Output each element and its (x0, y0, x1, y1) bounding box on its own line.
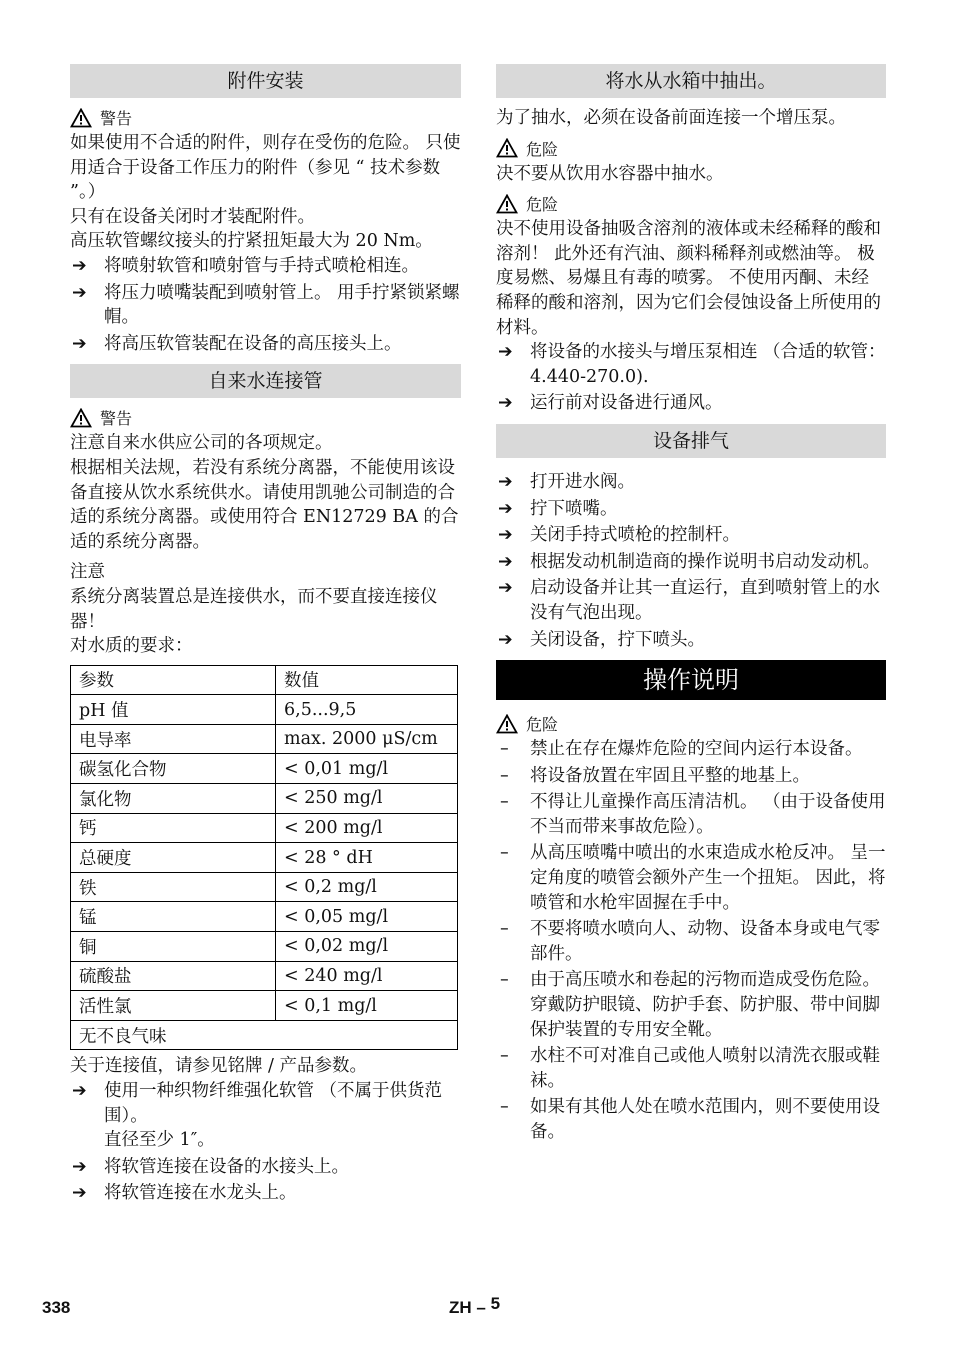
step-item: ➔ 将喷射软管和喷射管与手持式喷枪相连。 (70, 254, 461, 279)
step-item: ➔ 将软管连接在设备的水接头上。 (70, 1155, 461, 1180)
warning-triangle-icon (496, 714, 518, 734)
table-cell: 碳氢化合物 (71, 754, 276, 784)
section-heading-accessory-install: 附件安装 (70, 64, 461, 98)
arrow-icon: ➔ (498, 629, 513, 650)
warning-header (70, 106, 461, 129)
water-quality-table (70, 665, 458, 1051)
table-cell: pH 值 (71, 695, 276, 725)
paragraph: 注意自来水供应公司的各项规定。 (70, 433, 333, 454)
dash-marker: – (500, 765, 509, 786)
paragraph: 高压软管螺纹接头的拧紧扭矩最大为 20 Nm。 (70, 231, 433, 252)
arrow-icon: ➔ (498, 578, 513, 599)
danger-label: 危险 (526, 139, 559, 159)
table-row (71, 695, 458, 725)
arrow-icon: ➔ (72, 1156, 87, 1177)
step-item: ➔ 将压力喷嘴装配到喷射管上。 用手拧紧锁紧螺帽。 (72, 282, 460, 328)
dash-marker: – (500, 739, 509, 760)
table-cell: 6,5...9,5 (276, 695, 458, 725)
list-item: – 如果有其他人处在喷水范围内，则不要使用设备。 (500, 1097, 880, 1142)
table-cell: 钙 (71, 813, 276, 843)
paragraph: 关于连接值，请参见铭牌 / 产品参数。 (70, 1056, 368, 1077)
step-item: ➔ 启动设备并让其一直运行，直到喷射管上的水没有气泡出现。 (498, 578, 880, 623)
arrow-icon: ➔ (72, 1081, 87, 1101)
danger-header (496, 192, 886, 215)
paragraph: 根据相关法规，若没有系统分离器，不能使用该设备直接从饮水系统供水。请使用凯驰公司制造的合适的系统分离器。或使用符合 EN12729 BA 的合适的系统分离器。 (70, 457, 459, 552)
step-item: ➔ 打开进水阀。 (496, 470, 886, 495)
table-cell: 铜 (71, 932, 276, 962)
table-cell: < 200 mg/l (276, 813, 458, 843)
table-cell: 无不良气味 (71, 1020, 458, 1050)
arrow-icon: ➔ (498, 471, 513, 492)
dash-marker: – (500, 970, 509, 991)
footer-section-number: 5 (490, 1294, 501, 1313)
table-cell: 氯化物 (71, 784, 276, 814)
paragraph: 直径至少 1″。 (104, 1130, 215, 1151)
chapter-heading-operation: 操作说明 (496, 660, 886, 700)
step-item: ➔ 关闭手持式喷枪的控制杆。 (496, 523, 886, 548)
step-item: ➔ 运行前对设备进行通风。 (496, 391, 886, 416)
table-cell: < 0,01 mg/l (276, 754, 458, 784)
page-number: 338 (42, 1298, 71, 1317)
table-cell: < 28 ° dH (276, 843, 458, 873)
table-row (71, 754, 458, 784)
danger-header (496, 137, 886, 160)
arrow-icon: ➔ (498, 525, 513, 546)
danger-label: 危险 (526, 715, 559, 735)
dash-marker: – (500, 919, 509, 940)
table-row (71, 784, 458, 814)
dash-marker: – (500, 843, 509, 864)
table-header-cell: 数值 (276, 665, 458, 695)
table-row (71, 1020, 458, 1050)
paragraph: 决不使用设备抽吸含溶剂的液体或未经稀释的酸和溶剂！ 此外还有汽油、颜料稀释剂或燃油等。 极度易燃、易爆且有毒的喷雾。 不使用丙酮、未经稀释的酸和溶剂，因为它们会侵蚀设备上所使用的材料。 (496, 219, 881, 338)
table-cell: < 0,1 mg/l (276, 991, 458, 1021)
arrow-icon: ➔ (72, 255, 87, 276)
table-row (71, 902, 458, 932)
table-row (71, 961, 458, 991)
step-item: ➔ 根据发动机制造商的操作说明书启动发动机。 (496, 550, 886, 575)
list-item: – 将设备放置在牢固且平整的地基上。 (496, 764, 886, 789)
table-cell: < 240 mg/l (276, 961, 458, 991)
table-row (71, 872, 458, 902)
paragraph: 如果使用不合适的附件，则存在受伤的危险。 只使用适合于设备工作压力的附件（参见 “ 技术参数 ”。） (70, 133, 461, 203)
footer-separator: – (476, 1298, 486, 1317)
table-header-cell: 参数 (71, 665, 276, 695)
step-item: ➔ 将高压软管装配在设备的高压接头上。 (70, 332, 461, 357)
danger-header (496, 712, 886, 735)
list-item: – 不得让儿童操作高压清洁机。 （由于设备使用不当而带来事故危险）。 (500, 792, 886, 837)
table-cell: max. 2000 μS/cm (276, 724, 458, 754)
paragraph: 决不要从饮用水容器中抽水。 (496, 163, 724, 184)
dash-marker: – (500, 1046, 509, 1067)
step-item: ➔ 使用一种织物纤维强化软管 （不属于供货范围）。 (72, 1081, 443, 1126)
table-cell: < 0,2 mg/l (276, 872, 458, 902)
table-row (71, 932, 458, 962)
dash-marker: – (500, 792, 509, 813)
step-item: ➔ 拧下喷嘴。 (496, 497, 886, 522)
step-item: ➔ 关闭设备，拧下喷头。 (496, 628, 886, 653)
table-cell: 电导率 (71, 724, 276, 754)
list-item: – 禁止在存在爆炸危险的空间内运行本设备。 (496, 737, 886, 762)
table-header-row (71, 665, 458, 695)
paragraph: 只有在设备关闭时才装配附件。 (70, 206, 315, 227)
dash-marker: – (500, 1097, 509, 1118)
section-heading-water-connection: 自来水连接管 (70, 364, 461, 398)
paragraph: 系统分离装置总是连接供水，而不要直接连接仪器！ (70, 586, 438, 632)
note-label: 注意 (70, 562, 105, 583)
step-item: ➔ 将软管连接在水龙头上。 (70, 1181, 461, 1206)
warning-header (70, 406, 461, 429)
list-item: – 不要将喷水喷向人、动物、设备本身或电气零部件。 (500, 919, 880, 964)
table-cell: 总硬度 (71, 843, 276, 873)
left-column (70, 64, 461, 1208)
section-heading-pump-from-tank: 将水从水箱中抽出。 (496, 64, 886, 98)
arrow-icon: ➔ (72, 282, 87, 303)
warning-triangle-icon (496, 194, 518, 214)
table-row (71, 724, 458, 754)
table-cell: < 0,05 mg/l (276, 902, 458, 932)
table-row (71, 813, 458, 843)
table-cell: < 0,02 mg/l (276, 932, 458, 962)
arrow-icon: ➔ (498, 342, 513, 363)
section-heading-venting: 设备排气 (496, 424, 886, 458)
warning-triangle-icon (496, 138, 518, 158)
arrow-icon: ➔ (498, 551, 513, 572)
arrow-icon: ➔ (72, 1183, 87, 1204)
warning-label: 警告 (100, 109, 133, 128)
table-cell: 硫酸盐 (71, 961, 276, 991)
warning-label: 警告 (100, 409, 133, 429)
arrow-icon: ➔ (72, 333, 87, 354)
footer-language-page (449, 1294, 501, 1318)
list-item: – 从高压喷嘴中喷出的水束造成水枪反冲。 呈一定角度的喷管会额外产生一个扭矩。 因此，将喷管和水枪牢固握在手中。 (500, 843, 886, 913)
footer-language: ZH (449, 1298, 472, 1317)
right-column (496, 64, 886, 1147)
warning-triangle-icon (70, 408, 92, 428)
paragraph: 对水质的要求： (70, 636, 193, 657)
table-cell: 锰 (71, 902, 276, 932)
list-item: – 水柱不可对准自己或他人喷射以清洗衣服或鞋袜。 (500, 1046, 880, 1091)
arrow-icon: ➔ (498, 393, 513, 414)
table-row (71, 991, 458, 1021)
table-cell: 铁 (71, 872, 276, 902)
list-item: – 由于高压喷水和卷起的污物而造成受伤危险。 穿戴防护眼镜、防护手套、防护服、带中间脚保护装置的专用安全靴。 (500, 970, 880, 1040)
step-item: ➔ 将设备的水接头与增压泵相连 （合适的软管： 4.440-270.0). (498, 342, 886, 387)
table-cell: < 250 mg/l (276, 784, 458, 814)
table-row (71, 843, 458, 873)
paragraph: 为了抽水，必须在设备前面连接一个增压泵。 (496, 108, 846, 128)
danger-label: 危险 (526, 195, 559, 215)
warning-triangle-icon (70, 108, 92, 128)
arrow-icon: ➔ (498, 498, 513, 519)
table-cell: 活性氯 (71, 991, 276, 1021)
